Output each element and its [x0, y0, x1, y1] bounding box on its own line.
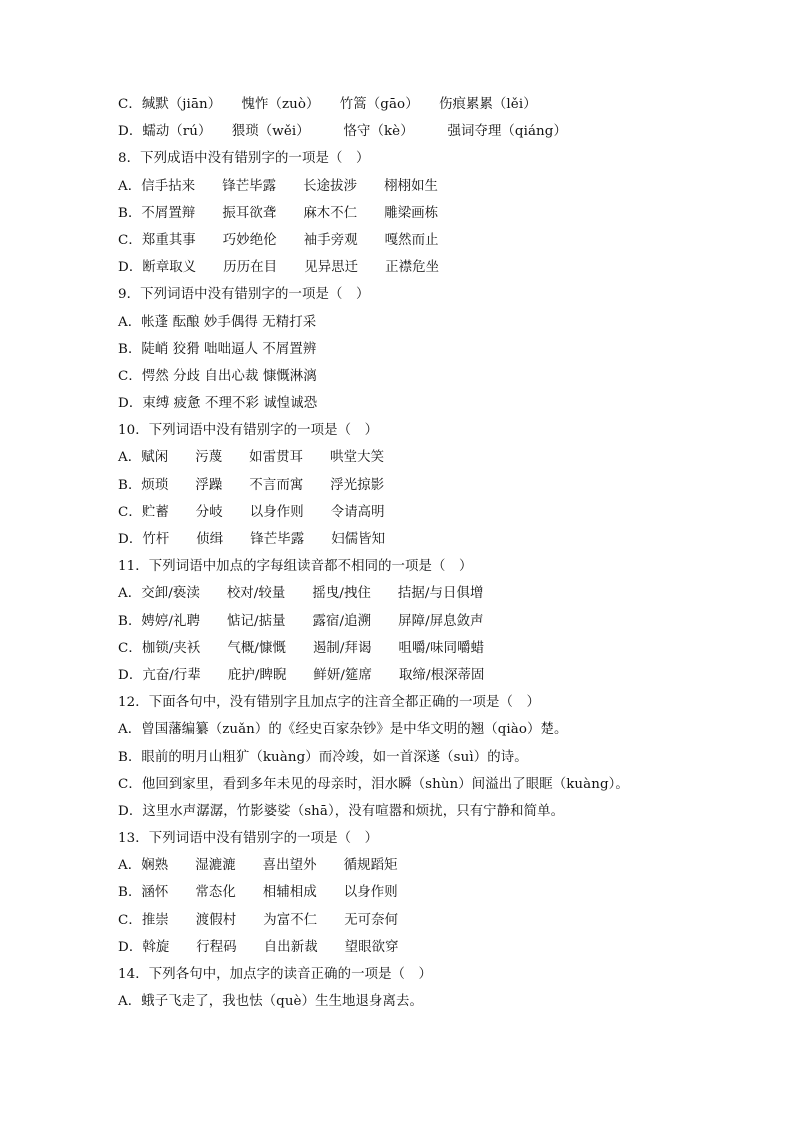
option-line [118, 118, 758, 145]
question-stem [118, 145, 758, 172]
option-line [118, 200, 758, 227]
line-text: 14．下列各句中，加点字的读音正确的一项是（ ） [118, 967, 433, 982]
line-text: A．娴熟 湿漉漉 喜出望外 循规蹈矩 [118, 858, 398, 874]
line-text: B．涵怀 常态化 相辅相成 以身作则 [118, 885, 398, 901]
line-text: 10．下列词语中没有错别字的一项是（ ） [118, 423, 379, 439]
option-line [118, 444, 758, 471]
line-text: A．帐蓬 酝酿 妙手偶得 无精打采 [118, 314, 317, 330]
option-line [118, 390, 758, 417]
line-text: A．曾国藩编纂（zuǎn）的《经史百家杂钞》是中华文明的翘（qiào）楚。 [118, 722, 568, 738]
option-line [118, 744, 758, 771]
option-line [118, 227, 758, 254]
line-text: C．缄默（jiān） 愧怍（zuò） 竹篙（gāo） 伤痕累累（lěi） [118, 97, 537, 112]
option-line [118, 254, 758, 281]
line-text: A．信手拈来 锋芒毕露 长途拔涉 栩栩如生 [118, 178, 439, 194]
question-stem [118, 281, 758, 308]
option-line [118, 988, 758, 1015]
line-text: D．蠕动（rú） 猥琐（wěi） 恪守（kè） 强词夺理（qiáng） [118, 124, 567, 140]
question-stem [118, 553, 758, 580]
option-line [118, 526, 758, 553]
option-line [118, 934, 758, 961]
option-line [118, 309, 758, 336]
line-text: D．斡旋 行程码 自出新裁 望眼欲穿 [118, 939, 399, 955]
question-stem [118, 417, 758, 444]
option-line [118, 363, 758, 390]
line-text: 11．下列词语中加点的字每组读音都不相同的一项是（ ） [118, 559, 473, 575]
option-line [118, 852, 758, 879]
option-line [118, 635, 758, 662]
option-line [118, 608, 758, 635]
line-text: B．不屑置辩 振耳欲聋 麻木不仁 雕梁画栋 [118, 205, 439, 221]
line-text: A．赋闲 污蔑 如雷贯耳 哄堂大笑 [118, 450, 385, 466]
option-line [118, 879, 758, 906]
option-line [118, 771, 758, 798]
option-line [118, 580, 758, 607]
line-text: D．断章取义 历历在目 见异思迁 正襟危坐 [118, 260, 440, 276]
line-text: C．推崇 渡假村 为富不仁 无可奈何 [118, 912, 399, 928]
line-text: B．眼前的明月山粗犷（kuàng）而冷竣，如一首深遂（suì）的诗。 [118, 749, 528, 765]
question-stem [118, 961, 758, 988]
option-line [118, 472, 758, 499]
option-line [118, 907, 758, 934]
line-text: D．这里水声潺潺，竹影婆娑（shā），没有喧嚣和烦扰，只有宁静和简单。 [118, 803, 565, 819]
line-text: B．陡峭 狡猾 咄咄逼人 不屑置辨 [118, 341, 317, 357]
question-stem [118, 825, 758, 852]
option-line [118, 173, 758, 200]
line-text: C．愕然 分歧 自出心裁 慷慨淋漓 [118, 368, 317, 384]
line-text: 13．下列词语中没有错别字的一项是（ ） [118, 831, 379, 847]
line-text: B．娉婷/礼聘 惦记/掂量 露宿/追溯 屏障/屏息敛声 [118, 613, 484, 629]
line-text: B．烦琐 浮躁 不言而寓 浮光掠影 [118, 477, 385, 493]
line-text: A．交卸/亵渎 校对/较量 摇曳/拽住 拮据/与日俱增 [118, 586, 484, 602]
document-body [118, 91, 758, 1015]
line-text: 9．下列词语中没有错别字的一项是（ ） [118, 287, 370, 303]
option-line [118, 798, 758, 825]
option-line [118, 336, 758, 363]
option-line [118, 716, 758, 743]
line-text: C．贮蓄 分岐 以身作则 令请高明 [118, 504, 385, 520]
line-text: C．郑重其事 巧妙绝伦 袖手旁观 嘎然而止 [118, 232, 439, 248]
line-text: A．蛾子飞走了，我也怯（què）生生地退身离去。 [118, 994, 424, 1010]
line-text: D．竹杆 侦缉 锋芒毕露 妇儒皆知 [118, 532, 386, 547]
line-text: D．束缚 疲惫 不理不彩 诚惶诚恐 [118, 396, 318, 412]
line-text: C．枷锁/夹袄 气概/慷慨 遏制/拜谒 咀嚼/味同嚼蜡 [118, 640, 485, 656]
option-line [118, 662, 758, 689]
option-line [118, 499, 758, 526]
line-text: 8．下列成语中没有错别字的一项是（ ） [118, 151, 370, 167]
line-text: D．亢奋/行辈 庇护/睥睨 鲜妍/筵席 取缔/根深蒂固 [118, 667, 485, 683]
line-text: C．他回到家里，看到多年未见的母亲时，泪水瞬（shùn）间溢出了眼眶（kuàng）。 [118, 776, 629, 792]
question-stem [118, 689, 758, 716]
line-text: 12．下面各句中，没有错别字且加点字的注音全都正确的一项是（ ） [118, 695, 540, 711]
option-line [118, 91, 758, 118]
